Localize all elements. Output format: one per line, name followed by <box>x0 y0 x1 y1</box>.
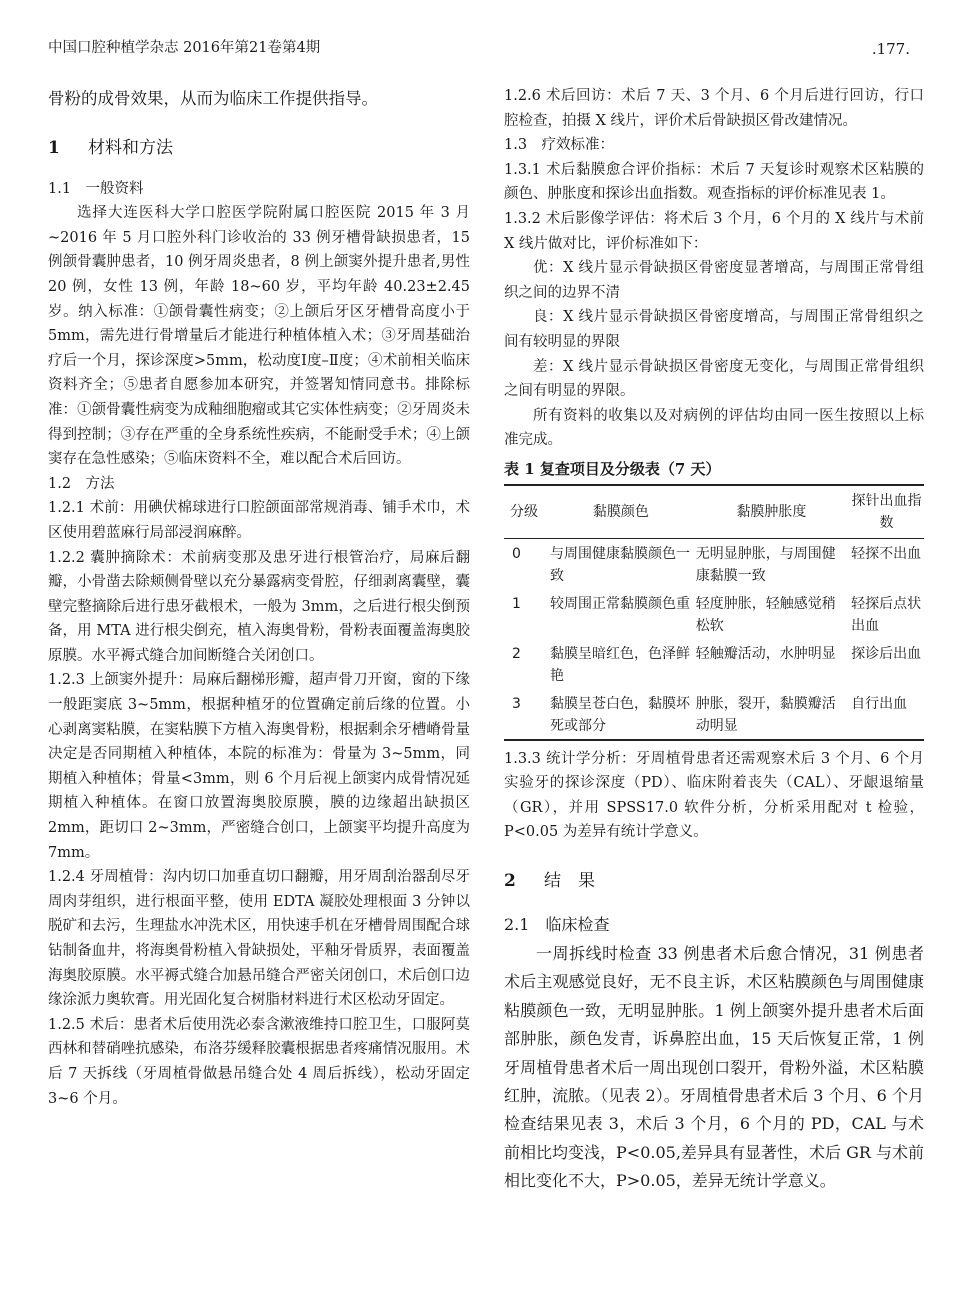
paragraph: 1.3.1 术后黏膜愈合评价指标：术后 7 天复诊时观察术区粘膜的颜色、肿胀度和探诊出血指数。观查指标的评价标准见表 1。 <box>504 161 924 203</box>
section-title: 材料和方法 <box>88 138 173 158</box>
subsection-heading: 1.2 方法 <box>48 475 115 492</box>
table-cell: 3 <box>512 695 521 712</box>
table-cell: 无明显肿胀，与周围健康黏膜一致 <box>695 545 836 584</box>
paragraph: 1.3.2 术后影像学评估：将术后 3 个月，6 个月的 X 线片与术前 X 线片做对比，评价标准如下： <box>504 210 924 252</box>
table-cell: 与周围健康黏膜颜色一致 <box>550 545 690 584</box>
table-row <box>504 538 924 589</box>
table-cell: 1 <box>512 595 521 612</box>
section-number: 2 <box>504 870 516 891</box>
criterion-excellent: 优：X 线片显示骨缺损区骨密度显著增高，与周围正常骨组织之间的边界不清 <box>504 260 924 301</box>
subsection-heading: 1.1 一般资料 <box>48 180 144 197</box>
table-row <box>504 639 924 689</box>
right-column <box>504 84 924 1196</box>
table-cell: 黏膜呈暗红色，色泽鲜艳 <box>550 645 690 684</box>
table-cell: 较周围正常黏膜颜色重 <box>550 595 690 612</box>
left-column <box>48 84 470 1111</box>
journal-header: 中国口腔种植学杂志 2016年第21卷第4期 <box>48 40 321 56</box>
paragraph: 1.3.3 统计学分析：牙周植骨患者还需观察术后 3 个月、6 个月实验牙的探诊深度（PD）、临床附着丧失（CAL）、牙龈退缩量（GR），并用 SPSS17.0 软件分析，分析采用配对 t 检验，P<0.05 为差异有统计学意义。 <box>504 750 924 841</box>
table-cell: 肿胀，裂开，黏膜瓣活动明显 <box>695 695 836 734</box>
table-header: 黏膜肿胀度 <box>736 503 807 520</box>
section-heading <box>48 136 470 161</box>
section-heading <box>504 869 924 894</box>
table-header: 黏膜颜色 <box>592 503 649 520</box>
table-row <box>504 589 924 639</box>
table-cell: 轻探后点状出血 <box>851 595 922 634</box>
table-cell: 2 <box>512 645 521 662</box>
subsection-heading: 1.3 疗效标准： <box>504 137 615 154</box>
table-cell: 自行出血 <box>851 695 908 712</box>
paragraph: 1.2.3 上颌窦外提升：局麻后翻梯形瓣，超声骨刀开窗，窗的下缘一般距窦底 3~5mm，根据种植牙的位置确定前后缘的位置。小心剥离窦粘膜，在窦粘膜下方植入海奥骨粉，根据剩余牙槽嵴骨量决定是否同期植入种植体，本院的标准为：骨量为 3~5mm，同期植入种植体；骨量<3mm，则 6 个月后视上颌窦内成骨情况延期植入种植体。在窗口放置海奥胶原膜，膜的边缘超出缺损区 2mm，距切口 2~3mm，严密缝合创口，上颌窦平均提升高度为 7mm。 <box>48 672 470 861</box>
paragraph: 选择大连医科大学口腔医学院附属口腔医院 2015 年 3 月~2016 年 5 月口腔外科门诊收治的 33 例牙槽骨缺损患者，15 例颌骨囊肿患者，10 例牙周炎患者，8 例上颌窦外提升患者,男性 20 例，女性 13 例，年龄 18~60 岁，平均年龄 40.23±2.45 岁。纳入标准：①颌骨囊性病变；②上颌后牙区牙槽骨高度小于 5mm，需先进行骨增量后才能进行种植体植入术；③牙周基础治疗后一个月，探诊深度>5mm，松动度Ⅰ度–Ⅱ度；④术前相关临床资料齐全；⑤患者自愿参加本研究，并签署知情同意书。排除标准：①颌骨囊性病变为成釉细胞瘤或其它实体性病变；②牙周炎未得到控制；③存在严重的全身系统性疾病，不能耐受手术；④上颌窦存在急性感染；⑤临床资料不全，难以配合术后回访。 <box>48 205 470 468</box>
grading-table <box>504 484 924 741</box>
table-cell: 轻度肿胀，轻触感觉稍松软 <box>695 595 836 634</box>
paragraph: 1.2.5 术后：患者术后使用洗必泰含漱液维持口腔卫生，口服阿莫西林和替硝唑抗感染，布洛芬缓释胶囊根据患者疼痛情况服用。术后 7 天拆线（牙周植骨做悬吊缝合处 4 周后拆线），松动牙固定 3~6 个月。 <box>48 1016 470 1107</box>
paragraph: 1.2.1 术前：用碘伏棉球进行口腔颌面部常规消毒、铺手术巾，术区使用碧蓝麻行局部浸润麻醉。 <box>48 500 470 541</box>
table-cell: 0 <box>512 545 521 562</box>
table-cell: 轻探不出血 <box>851 545 922 562</box>
table-row <box>504 689 924 740</box>
intro-text: 骨粉的成骨效果，从而为临床工作提供指导。 <box>48 89 378 108</box>
table-cell: 探诊后出血 <box>851 645 922 662</box>
paragraph: 所有资料的收集以及对病例的评估均由同一医生按照以上标准完成。 <box>504 407 924 449</box>
table-header: 探针出血指数 <box>851 492 922 531</box>
paragraph: 一周拆线时检查 33 例患者术后愈合情况，31 例患者术后主观感觉良好，无不良主诉，术区粘膜颜色与周围健康粘膜颜色一致，无明显肿胀。1 例上颌窦外提升患者术后面部肿胀，颜色发青，诉鼻腔出血，15 天后恢复正常，1 例牙周植骨患者术后一周出现创口裂开，骨粉外溢，术区粘膜红肿，流脓。（见表 2）。牙周植骨患者术后 3 个月、6 个月检查结果见表 3，术后 3 个月，6 个月的 PD，CAL 与术前相比均变浅，P<0.05,差异具有显著性，术后 GR 与术前相比变化不大，P>0.05，差异无统计学意义。 <box>504 943 924 1191</box>
table-cell: 黏膜呈苍白色，黏膜坏死或部分 <box>550 695 690 734</box>
section-number: 1 <box>48 138 60 158</box>
paragraph: 1.2.4 牙周植骨：沟内切口加垂直切口翻瓣，用牙周刮治器刮尽牙周肉芽组织，进行根面平整，使用 EDTA 凝胶处理根面 3 分钟以脱矿和去污，生理盐水冲洗术区，用快速手机在牙槽骨周围配合球钻制备血井，将海奥骨粉植入骨缺损处，平釉牙骨质界，表面覆盖海奥胶原膜。水平褥式缝合加悬吊缝合严密关闭创口，术后创口边缘涂派力奥软膏。用光固化复合树脂材料进行术区松动牙固定。 <box>48 869 470 1009</box>
section-title: 结 果 <box>544 870 595 891</box>
criterion-good: 良：X 线片显示骨缺损区骨密度增高，与周围正常骨组织之间有较明显的界限 <box>504 309 924 350</box>
paragraph: 1.2.2 囊肿摘除术：术前病变那及患牙进行根管治疗，局麻后翻瓣，小骨凿去除颊侧骨壁以充分暴露病变骨腔，仔细剥离囊壁，囊壁完整摘除后进行患牙截根术，一般为 3mm，之后进行根尖倒预备，用 MTA 进行根尖倒充，植入海奥骨粉，骨粉表面覆盖海奥胶原膜。水平褥式缝合加间断缝合关闭创口。 <box>48 549 470 664</box>
table-cell: 轻触瓣活动，水肿明显 <box>695 645 836 662</box>
subsection-heading: 2.1 临床检查 <box>504 915 610 935</box>
criterion-poor: 差：X 线片显示骨缺损区骨密度无变化，与周围正常骨组织之间有明显的界限。 <box>504 358 924 400</box>
paragraph: 1.2.6 术后回访：术后 7 天、3 个月、6 个月后进行回访，行口腔检查，拍摄 X 线片，评价术后骨缺损区骨改建情况。 <box>504 88 924 129</box>
table-header: 分级 <box>510 503 538 520</box>
page-number: .177. <box>871 40 910 58</box>
table-header-row <box>504 485 924 539</box>
table-title: 表 1 复查项目及分级表（7 天） <box>504 459 721 478</box>
